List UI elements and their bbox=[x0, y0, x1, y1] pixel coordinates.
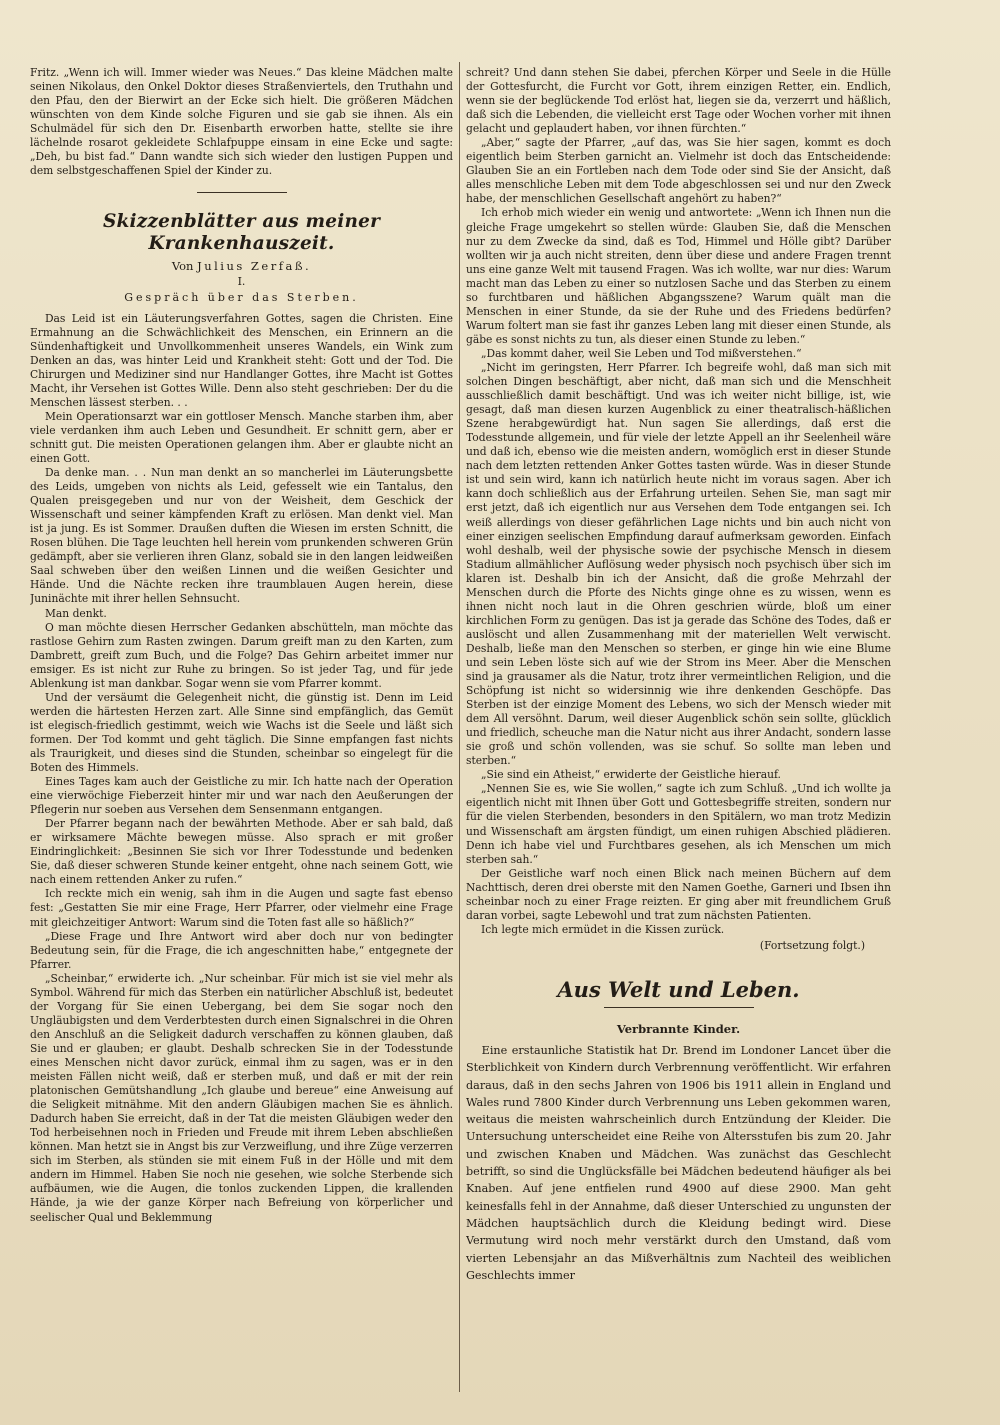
column-divider bbox=[459, 62, 460, 1392]
left-column bbox=[30, 66, 453, 1396]
paragraph: „Das kommt daher, weil Sie Leben und Tod mißverstehen.“ bbox=[480, 346, 802, 360]
paragraph: Das Leid ist ein Läuterungsverfahren Gottes, sagen die Christen. Eine Ermahnung an die Schwächlichkeit des Menschen, ein Erinnern an die Sündenhaftigkeit und Unvollkommenheit unseres Wandels, ein Wink zum Denken an das, was hinter Leid und Krankheit steht: Gott und der Tod. Die Chirurgen und Mediziner sind nur Handlanger Gottes, ihre Macht ist Gottes Macht, ihr Versehen ist Gottes Wille. Denn also steht geschrieben: Der du die Menschen lässest sterben. . . bbox=[30, 311, 453, 409]
paragraph: Man denkt. bbox=[44, 606, 107, 620]
right-column bbox=[466, 66, 891, 1396]
paragraph: O man möchte diesen Herrscher Gedanken abschütteln, man möchte das rastlose Gehirn zum Rasten zwingen. Darum greift man zu den Karten, zum Dambrett, greift zum Buch, und die Folge? Das Gehirn arbeitet immer nur emsiger. Es ist nicht zur Ruhe zu bringen. So ist jeder Tag, und für jede Ablenkung ist man dankbar. Sogar wenn sie vom Pfarrer kommt. bbox=[30, 620, 453, 690]
paragraph: Da denke man. . . Nun man denkt an so mancherlei im Läuterungsbette des Leids, umgeben von nichts als Leid, gefesselt wie ein Tantalus, den Qualen preisgegeben und nur von der Weisheit, dem Geschick der Wissenschaft und seiner kämpfenden Kraft zu erlösen. Man denkt viel. Man ist ja jung. Es ist Sommer. Draußen duften die Wiesen im ersten Schnitt, die Rosen blühen. Die Tage leuchten hell herein vom prunkenden schweren Grün gedämpft, aber sie verlieren ihren Glanz, sobald sie in den langen leidweißen Saal schweben über den weißen Linnen und die weißen Gesichter und Hände. Und die Nächte recken ihre traumblauen Augen herein, diese Juninächte mit ihrer hellen Sehnsucht. bbox=[30, 466, 453, 606]
section-separator bbox=[197, 192, 287, 193]
paragraph: „Sie sind ein Atheist,“ erwiderte der Geistliche hierauf. bbox=[480, 768, 781, 782]
section-title: Aus Welt und Leben. bbox=[557, 976, 800, 1002]
paragraph: Ich erhob mich wieder ein wenig und antwortete: „Wenn ich Ihnen nun die gleiche Frage umgekehrt so stellen würde: Glauben Sie, daß die Menschen nur zu dem Zwecke da sind, daß es Tod, Himmel und Hölle gibt? Darüber wollten wir ja auch nicht streiten, denn über diese und andere Fragen trennt uns eine ganze Welt mit tausend Fragen. Was ich wollte, war nur dies: Warum macht man das Leben zu einer so nutzlosen Sache und das Sterben zu einem so furchtbaren und häßlichen Abgangsszene? Warum quält man die Menschen in einer Stunde, da sie der Ruhe und des Friedens bedürfen? Warum foltert man sie fast ihr ganzes Leben lang mit dieser einen Stunde, als gäbe es sonst nichts zu tun, als dieser einen Stunde zu leben.“ bbox=[466, 206, 891, 346]
paragraph: „Diese Frage und Ihre Antwort wird aber doch nur von bedingter Bedeutung sein, für die Frage, die ich angeschnitten habe,“ entgegnete der Pfarrer. bbox=[30, 929, 453, 971]
paragraph: „Nennen Sie es, wie Sie wollen,“ sagte ich zum Schluß. „Und ich wollte ja eigentlich nicht mit Ihnen über Gott und Gottesbegriffe streiten, sondern nur für die vielen Sterbenden, besonders in den Spitälern, wo man trotz Medizin und Wissenschaft am ärgsten fündigt, um einen ruhigen Abschied plädieren. Denn ich habe viel und Furchtbares gesehen, als ich Menschen um mich sterben sah.“ bbox=[466, 782, 891, 866]
part-number: I. bbox=[237, 275, 246, 289]
paragraph: Eines Tages kam auch der Geistliche zu mir. Ich hatte nach der Operation eine vierwöchige Fieberzeit hinter mir und war nach den Aeußerungen der Pflegerin nur soeben aus Versehen dem Sensenmann entgangen. bbox=[30, 775, 453, 817]
paragraph: Mein Operationsarzt war ein gottloser Mensch. Manche starben ihm, aber viele verdanken ihm auch Leben und Gesundheit. Er schnitt gern, aber er schnitt gut. Die meisten Operationen gelangen ihm. Aber er glaubte nicht an einen Gott. bbox=[30, 409, 453, 465]
paragraph: „Aber,“ sagte der Pfarrer, „auf das, was Sie hier sagen, kommt es doch eigentlich beim Sterben garnicht an. Vielmehr ist doch das Entscheidende: Glauben Sie an ein Fortleben nach dem Tode oder sind Sie der Ansicht, daß alles menschliche Leben mit dem Tode abgeschlossen sei und nur den Zweck habe, der menschlichen Gesellschaft angehört zu haben?“ bbox=[466, 136, 891, 206]
section-subtitle: Verbrannte Kinder. bbox=[616, 1021, 741, 1036]
paragraph: „Nicht im geringsten, Herr Pfarrer. Ich begreife wohl, daß man sich mit solchen Dingen beschäftigt, aber nicht, daß man sich und die Menschheit ausschließlich damit beschäftigt. Und was ich weiter nicht billige, ist, wie gesagt, daß man diesen kurzen Augenblick zu einer theatralisch-häßlichen Szene herabgewürdigt hat. Nun sagen Sie allerdings, daß erst die Todesstunde allgemein, und für viele der letzte Appell an ihr Seelenheil wäre und daß ich, ebenso wie die meisten andern, womöglich erst in dieser Stunde nach dem letzten rettenden Anker Gottes tasten würde. Was in dieser Stunde ist und sein wird, kann ich natürlich heute nicht im voraus sagen. Aber ich kann doch schließlich aus der Erfahrung urteilen. Sehen Sie, man sagt mir erst jetzt, daß ich eigentlich nur aus Versehen dem Tode entgangen sei. Ich weiß allerdings von dieser gefährlichen Lage nichts und bin auch nicht von einer einzigen seelischen Empfindung darauf aufmerksam geworden. Einfach wohl deshalb, weil der physische sowie der psychische Mensch in diesem Stadium allmählicher Auflösung weder physisch noch psychisch über sich im klaren ist. Deshalb bin ich der Ansicht, daß die große Mehrzahl der Menschen durch die Pforte des Nichts ginge ohne es zu wissen, wenn es ihnen nicht noch laut in die Ohren geschrien würde, bloß um einer kirchlichen Form zu genügen. Das ist ja gerade das Schöne des Todes, daß er auslöscht und allen Zusammenhang mit der materiellen Welt verwischt. Deshalb, ließe man den Menschen so sterben, er ginge hin wie eine Blume und sein Leben löste sich auf wie der Strom ins Meer. Aber die Menschen sind ja grausamer als die Natur, trotz ihrer vermeintlichen Religion, und die Schöpfung ist nicht so widersinnig wie ihre denkenden Geschöpfe. Das Sterben ist der einzige Moment des Lebens, wo sich der Mensch wieder mit dem All versöhnt. Darum, weil dieser Augenblick schön sein sollte, glücklich und friedlich, scheuche man die Natur nicht aus ihrer Andacht, sondern lasse sie groß und schön vollenden, was sie schuf. So sollte man leben und sterben.“ bbox=[466, 360, 891, 768]
paragraph: Ich reckte mich ein wenig, sah ihm in die Augen und sagte fast ebenso fest: „Gestatten Sie mir eine Frage, Herr Pfarrer, oder vielmehr eine Frage mit gleichzeitiger Antwort: Warum sind die Toten fast alle so häßlich?“ bbox=[30, 887, 453, 929]
paragraph: Der Geistliche warf noch einen Blick nach meinen Büchern auf dem Nachttisch, deren drei oberste mit den Namen Goethe, Garneri und Ibsen ihn scheinbar noch zu einer Frage reizten. Er ging aber mit freundlichem Gruß daran vorbei, sagte Lebewohl und trat zum nächsten Patienten. bbox=[466, 866, 891, 922]
section-title-rule bbox=[604, 1007, 754, 1008]
article-title: Skizzenblätter aus meiner Krankenhauszeit. bbox=[102, 211, 381, 255]
continuation-note: (Fortsetzung folgt.) bbox=[759, 938, 865, 952]
paragraph: „Scheinbar,“ erwiderte ich. „Nur scheinbar. Für mich ist sie viel mehr als Symbol. Während für mich das Sterben ein natürlicher Abschluß ist, bedeutet der Vorgang für Sie einen Uebergang, bei dem Sie sogar noch den Ungläubigsten und dem Verderbtesten durch einen Signalschrei in die Ohren den Anschluß an die Seligkeit dadurch verschaffen zu können glauben, daß Sie und er glauben; er glaubt. Deshalb schrecken Sie in der Todesstunde eines Menschen nicht davor zurück, einmal ihm zu sagen, was er in den meisten Fällen nicht weiß, daß er sterben muß, und daß er mit der rein platonischen Gemütshandlung „Ich glaube und bereue“ eine Anweisung auf die Seligkeit mitnähme. Mit den andern Gläubigen machen Sie es ähnlich. Dadurch haben Sie erreicht, daß in der Tat die meisten Gläubigen weder den Tod herbeisehnen noch in Frieden und Freude mit ihrem Leben abschließen können. Man hetzt sie in Angst bis zur Verzweiflung, und ihre Züge verzerren sich im Sterben, als stünden sie mit einem Fuß in der Hölle und mit dem andern im Himmel. Haben Sie noch nie gesehen, wie solche Sterbende sich aufbäumen, wie die Augen, die tonlos zuckenden Lippen, die krallenden Hände, ja wie der ganze Körper nach Befreiung von körperlicher und seelischer Qual und Beklemmung bbox=[30, 971, 453, 1224]
paragraph: Ich legte mich ermüdet in die Kissen zurück. bbox=[480, 922, 725, 936]
intro-paragraph: Fritz. „Wenn ich will. Immer wieder was Neues.“ Das kleine Mädchen malte seinen Nikolaus, den Onkel Doktor dieses Straßenviertels, den Truthahn und den Pfau, den der Bierwirt an der Ecke sich hielt. Die größeren Mädchen wünschten von dem Kinde solche Figuren und sie gab sie ihnen. Als ein Schulmädel für sich den Dr. Eisenbarth erworben hatte, stellte sie ihre lächelnde rosarot gekleidete Schlafpuppe einsam in eine Ecke und sagte: „Deh, bu bist fad.“ Dann wandte sich sich wieder den lustigen Puppen und dem selbstgeschaffenen Spiel der Kinder zu. bbox=[30, 66, 453, 178]
article-subheading: Gespräch über das Sterben. bbox=[124, 291, 359, 305]
section-body bbox=[466, 1042, 891, 1284]
paragraph: Eine erstaunliche Statistik hat Dr. Brend im Londoner Lancet über die Sterblichkeit von Kindern durch Verbrennung veröffentlicht. Wir erfahren daraus, daß in den sechs Jahren von 1906 bis 1911 allein in England und Wales rund 7800 Kinder durch Verbrennung uns Leben gekommen waren, weitaus die meisten wahrscheinlich durch Entzündung der Kleider. Die Untersuchung unterscheidet eine Reihe von Altersstufen bis zum 20. Jahr und zwischen Knaben und Mädchen. Was zunächst das Geschlecht betrifft, so sind die Unglücksfälle bei Mädchen bedeutend häufiger als bei Knaben. Auf jene entfielen rund 4900 auf diese 2900. Man geht keinesfalls fehl in der Annahme, daß dieser Unterschied zu ungunsten der Mädchen hauptsächlich durch die Kleidung bedingt wird. Diese Vermutung wird noch mehr verstärkt durch den Umstand, daß vom vierten Lebensjahr an das Mißverhältnis zum Nachteil des weiblichen Geschlechts immer bbox=[466, 1044, 891, 1282]
article-byline bbox=[30, 259, 453, 273]
byline-prefix: Von bbox=[171, 259, 194, 274]
paragraph: Und der versäumt die Gelegenheit nicht, die günstig ist. Denn im Leid werden die härtesten Herzen zart. Alle Sinne sind empfänglich, das Gemüt ist elegisch-friedlich gestimmt, weich wie Wachs ist die Seele und läßt sich formen. Der Tod kommt und geht täglich. Die Sinne empfangen fast nichts als Traurigkeit, und dieses sind die Stunden, scheinbar so eingelegt für die Boten des Himmels. bbox=[30, 690, 453, 775]
paragraph: schreit? Und dann stehen Sie dabei, pferchen Körper und Seele in die Hülle der Gottesfurcht, die Furcht vor Gott, ihrem einzigen Retter, ein. Endlich, wenn sie der beglückende Tod erlöst hat, liegen sie da, verzerrt und häßlich, daß sich die Lebenden, die vielleicht erst Tage oder Wochen vorher mit ihnen gelacht und geplaudert haben, vor ihnen fürchten.“ bbox=[466, 66, 891, 136]
byline-author: Julius Zerfaß. bbox=[197, 259, 312, 274]
paragraph: Der Pfarrer begann nach der bewährten Methode. Aber er sah bald, daß er wirksamere Mächte bewegen müsse. Also sprach er mit großer Eindringlichkeit: „Besinnen Sie sich vor Ihrer Todesstunde und bedenken Sie, daß dieser schweren Stunde keiner entgeht, ohne nach seinem Gott, wie nach einem rettenden Anker zu rufen.“ bbox=[30, 817, 453, 887]
